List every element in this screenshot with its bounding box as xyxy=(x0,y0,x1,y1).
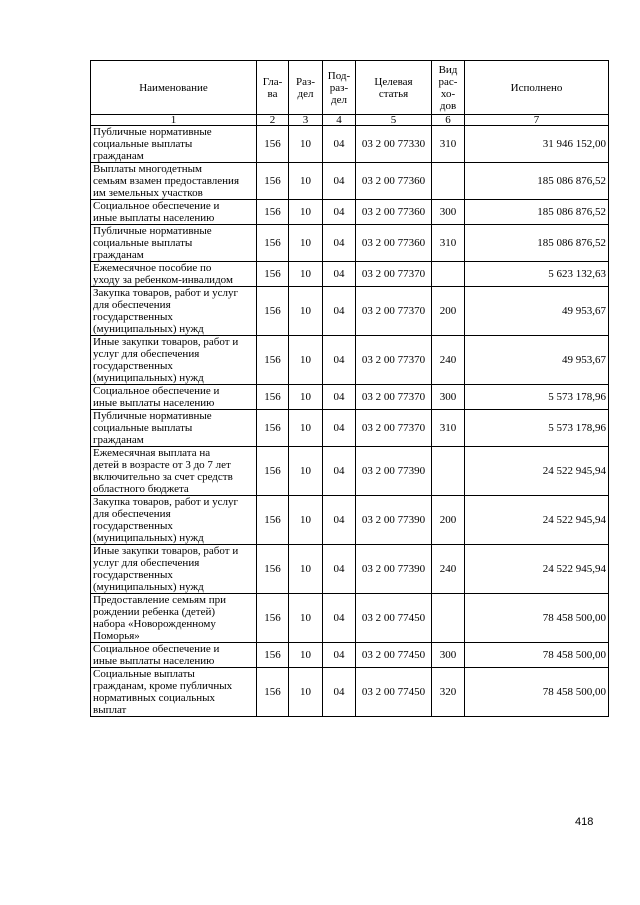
row-chapter-cell: 156 xyxy=(257,410,289,447)
page-number: 418 xyxy=(575,816,594,828)
budget-execution-table xyxy=(90,60,609,717)
row-name-cell: Ежемесячная выплата на детей в возрасте от 3 до 7 лет включительно за счет средств областного бюджета xyxy=(91,447,257,496)
header-section-text: Раз- дел xyxy=(295,75,315,100)
row-target-cell: 03 2 00 77450 xyxy=(356,668,432,717)
row-chapter-cell: 156 xyxy=(257,163,289,200)
row-section-cell: 10 xyxy=(289,163,323,200)
header-name xyxy=(91,61,257,115)
table-row xyxy=(91,410,609,447)
row-subsection-cell: 04 xyxy=(323,447,356,496)
row-target-cell: 03 2 00 77370 xyxy=(356,262,432,287)
row-section-cell: 10 xyxy=(289,496,323,545)
row-section-cell: 10 xyxy=(289,262,323,287)
table-row xyxy=(91,200,609,225)
row-name-cell: Социальное обеспечение и иные выплаты населению xyxy=(91,200,257,225)
row-target-cell: 03 2 00 77330 xyxy=(356,126,432,163)
row-subsection-cell: 04 xyxy=(323,385,356,410)
row-executed-cell: 49 953,67 xyxy=(465,336,609,385)
row-section-cell: 10 xyxy=(289,126,323,163)
row-chapter-cell: 156 xyxy=(257,200,289,225)
row-chapter-cell: 156 xyxy=(257,545,289,594)
row-name-cell: Публичные нормативные социальные выплаты гражданам xyxy=(91,126,257,163)
row-chapter-cell: 156 xyxy=(257,594,289,643)
header-chapter xyxy=(257,61,289,115)
row-executed-cell: 5 623 132,63 xyxy=(465,262,609,287)
row-target-cell: 03 2 00 77450 xyxy=(356,594,432,643)
row-section-cell: 10 xyxy=(289,594,323,643)
row-name-cell: Закупка товаров, работ и услуг для обеспечения государственных (муниципальных) нужд xyxy=(91,496,257,545)
row-chapter-cell: 156 xyxy=(257,668,289,717)
row-chapter-cell: 156 xyxy=(257,643,289,668)
row-executed-cell: 5 573 178,96 xyxy=(465,385,609,410)
row-subsection-cell: 04 xyxy=(323,410,356,447)
row-subsection-cell: 04 xyxy=(323,643,356,668)
table-row xyxy=(91,594,609,643)
row-executed-cell: 49 953,67 xyxy=(465,287,609,336)
header-chapter-text: Гла- ва xyxy=(262,75,283,100)
row-name-cell: Ежемесячное пособие по уходу за ребенком-инвалидом xyxy=(91,262,257,287)
row-expense-type-cell: 300 xyxy=(432,200,465,225)
row-expense-type-cell xyxy=(432,447,465,496)
row-expense-type-cell: 310 xyxy=(432,126,465,163)
row-target-cell: 03 2 00 77370 xyxy=(356,336,432,385)
table-row xyxy=(91,668,609,717)
row-target-cell: 03 2 00 77360 xyxy=(356,200,432,225)
header-expense-type-text: Вид рас- хо- дов xyxy=(438,63,458,112)
column-number-row xyxy=(91,115,609,126)
row-name-cell: Публичные нормативные социальные выплаты гражданам xyxy=(91,225,257,262)
row-expense-type-cell: 240 xyxy=(432,545,465,594)
row-target-cell: 03 2 00 77390 xyxy=(356,545,432,594)
header-executed-text: Исполнено xyxy=(510,81,563,94)
row-section-cell: 10 xyxy=(289,225,323,262)
row-target-cell: 03 2 00 77360 xyxy=(356,163,432,200)
row-executed-cell: 78 458 500,00 xyxy=(465,594,609,643)
row-chapter-cell: 156 xyxy=(257,262,289,287)
table-body xyxy=(91,126,609,717)
table-row xyxy=(91,287,609,336)
row-chapter-cell: 156 xyxy=(257,336,289,385)
row-chapter-cell: 156 xyxy=(257,496,289,545)
row-expense-type-cell xyxy=(432,163,465,200)
row-target-cell: 03 2 00 77390 xyxy=(356,447,432,496)
row-subsection-cell: 04 xyxy=(323,262,356,287)
header-row xyxy=(91,61,609,115)
row-subsection-cell: 04 xyxy=(323,545,356,594)
header-target-text: Целевая статья xyxy=(374,75,413,100)
column-number: 4 xyxy=(323,115,356,126)
row-subsection-cell: 04 xyxy=(323,200,356,225)
row-chapter-cell: 156 xyxy=(257,385,289,410)
table-row xyxy=(91,262,609,287)
row-executed-cell: 24 522 945,94 xyxy=(465,545,609,594)
row-subsection-cell: 04 xyxy=(323,668,356,717)
row-section-cell: 10 xyxy=(289,385,323,410)
table-row xyxy=(91,336,609,385)
row-section-cell: 10 xyxy=(289,200,323,225)
table-row xyxy=(91,163,609,200)
row-section-cell: 10 xyxy=(289,668,323,717)
header-executed xyxy=(465,61,609,115)
row-expense-type-cell xyxy=(432,262,465,287)
row-chapter-cell: 156 xyxy=(257,126,289,163)
row-subsection-cell: 04 xyxy=(323,225,356,262)
row-executed-cell: 185 086 876,52 xyxy=(465,225,609,262)
table-row xyxy=(91,385,609,410)
column-number: 2 xyxy=(257,115,289,126)
row-expense-type-cell: 310 xyxy=(432,225,465,262)
row-name-cell: Предоставление семьям при рождении ребенка (детей) набора «Новорожденному Поморья» xyxy=(91,594,257,643)
row-target-cell: 03 2 00 77450 xyxy=(356,643,432,668)
row-target-cell: 03 2 00 77370 xyxy=(356,410,432,447)
table-row xyxy=(91,545,609,594)
row-name-cell: Иные закупки товаров, работ и услуг для обеспечения государственных (муниципальных) нужд xyxy=(91,336,257,385)
row-chapter-cell: 156 xyxy=(257,225,289,262)
row-chapter-cell: 156 xyxy=(257,447,289,496)
row-section-cell: 10 xyxy=(289,336,323,385)
row-subsection-cell: 04 xyxy=(323,126,356,163)
table-row xyxy=(91,447,609,496)
header-target xyxy=(356,61,432,115)
row-expense-type-cell xyxy=(432,594,465,643)
row-section-cell: 10 xyxy=(289,410,323,447)
header-subsection xyxy=(323,61,356,115)
row-expense-type-cell: 310 xyxy=(432,410,465,447)
row-subsection-cell: 04 xyxy=(323,163,356,200)
column-number: 6 xyxy=(432,115,465,126)
row-executed-cell: 185 086 876,52 xyxy=(465,200,609,225)
row-subsection-cell: 04 xyxy=(323,287,356,336)
row-executed-cell: 185 086 876,52 xyxy=(465,163,609,200)
row-executed-cell: 5 573 178,96 xyxy=(465,410,609,447)
row-expense-type-cell: 240 xyxy=(432,336,465,385)
row-name-cell: Социальные выплаты гражданам, кроме публичных нормативных социальных выплат xyxy=(91,668,257,717)
row-executed-cell: 24 522 945,94 xyxy=(465,496,609,545)
row-name-cell: Социальное обеспечение и иные выплаты населению xyxy=(91,643,257,668)
row-section-cell: 10 xyxy=(289,643,323,668)
row-subsection-cell: 04 xyxy=(323,594,356,643)
row-target-cell: 03 2 00 77390 xyxy=(356,496,432,545)
row-section-cell: 10 xyxy=(289,545,323,594)
row-executed-cell: 31 946 152,00 xyxy=(465,126,609,163)
table-row xyxy=(91,496,609,545)
row-expense-type-cell: 200 xyxy=(432,287,465,336)
header-expense-type xyxy=(432,61,465,115)
row-target-cell: 03 2 00 77370 xyxy=(356,385,432,410)
header-name-text: Наименование xyxy=(139,81,208,94)
column-number: 3 xyxy=(289,115,323,126)
column-number: 5 xyxy=(356,115,432,126)
row-subsection-cell: 04 xyxy=(323,496,356,545)
row-section-cell: 10 xyxy=(289,287,323,336)
header-section xyxy=(289,61,323,115)
row-name-cell: Закупка товаров, работ и услуг для обеспечения государственных (муниципальных) нужд xyxy=(91,287,257,336)
row-expense-type-cell: 200 xyxy=(432,496,465,545)
table-row xyxy=(91,643,609,668)
table-row xyxy=(91,225,609,262)
row-expense-type-cell: 320 xyxy=(432,668,465,717)
row-subsection-cell: 04 xyxy=(323,336,356,385)
row-chapter-cell: 156 xyxy=(257,287,289,336)
row-target-cell: 03 2 00 77360 xyxy=(356,225,432,262)
row-section-cell: 10 xyxy=(289,447,323,496)
row-executed-cell: 24 522 945,94 xyxy=(465,447,609,496)
column-number: 1 xyxy=(91,115,257,126)
row-name-cell: Социальное обеспечение и иные выплаты населению xyxy=(91,385,257,410)
row-name-cell: Иные закупки товаров, работ и услуг для обеспечения государственных (муниципальных) нужд xyxy=(91,545,257,594)
table-row xyxy=(91,126,609,163)
row-name-cell: Выплаты многодетным семьям взамен предоставления им земельных участков xyxy=(91,163,257,200)
row-name-cell: Публичные нормативные социальные выплаты гражданам xyxy=(91,410,257,447)
row-executed-cell: 78 458 500,00 xyxy=(465,668,609,717)
header-subsection-text: Под- раз- дел xyxy=(327,69,351,106)
column-number: 7 xyxy=(465,115,609,126)
row-expense-type-cell: 300 xyxy=(432,643,465,668)
row-expense-type-cell: 300 xyxy=(432,385,465,410)
row-executed-cell: 78 458 500,00 xyxy=(465,643,609,668)
row-target-cell: 03 2 00 77370 xyxy=(356,287,432,336)
